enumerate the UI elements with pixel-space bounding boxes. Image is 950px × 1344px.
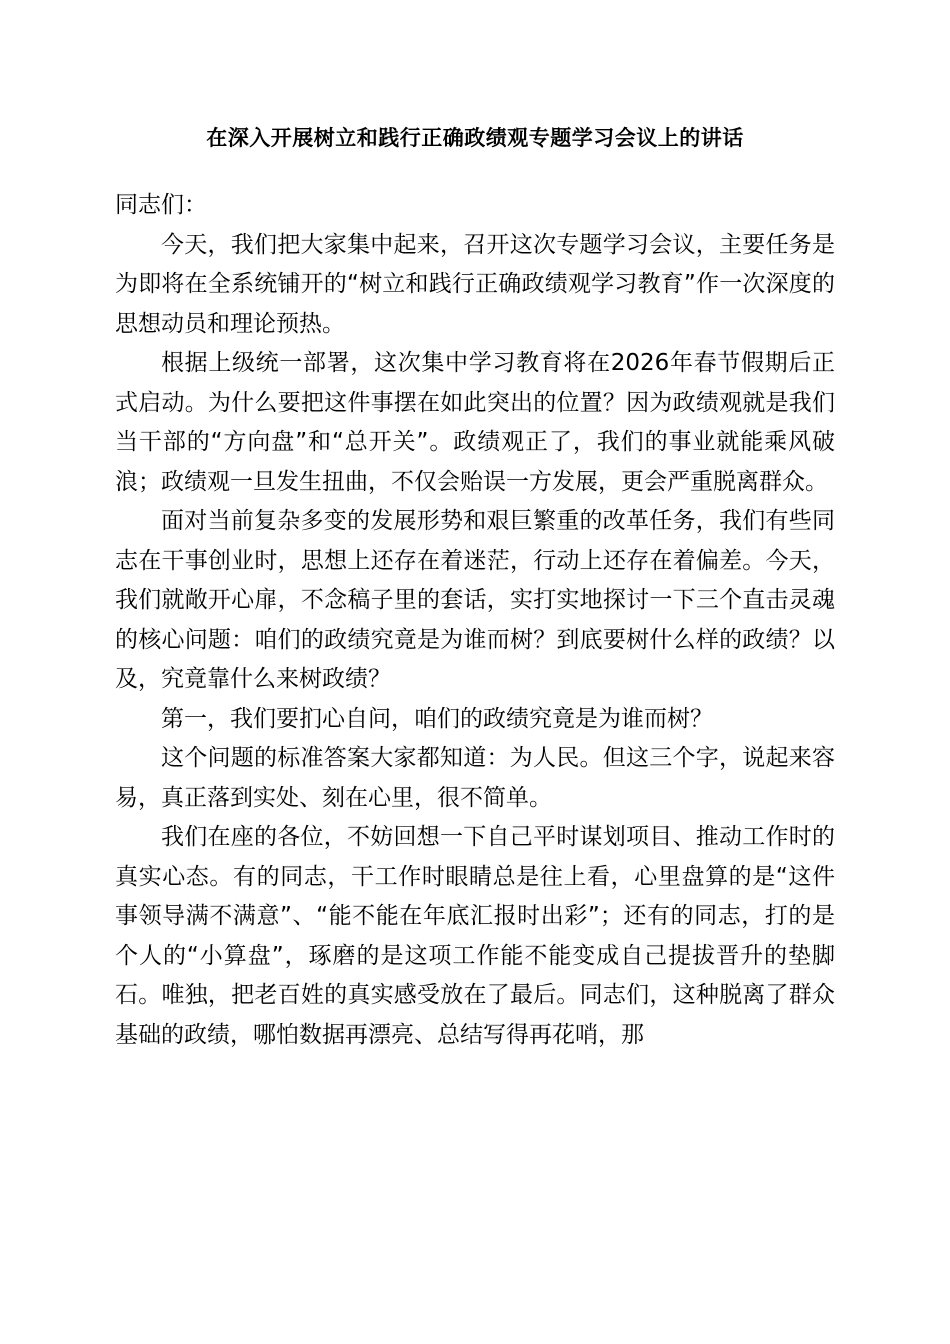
paragraph: 这个问题的标准答案大家都知道：为人民。但这三个字，说起来容易，真正落到实处、刻在心里，很不简单。 [115,745,835,811]
section-heading: 第一，我们要扪心自问，咱们的政绩究竟是为谁而树？ [161,705,713,732]
salutation: 同志们： [115,192,207,218]
document-body [115,186,835,1055]
document-title: 在深入开展树立和践行正确政绩观专题学习会议上的讲话 [206,126,744,150]
paragraph: 今天，我们把大家集中起来，召开这次专题学习会议，主要任务是为即将在全系统铺开的“树立和践行正确政绩观学习教育”作一次深度的思想动员和理论预热。 [115,231,835,337]
paragraph: 我们在座的各位，不妨回想一下自己平时谋划项目、推动工作时的真实心态。有的同志，干工作时眼睛总是往上看，心里盘算的是“这件事领导满不满意”、“能不能在年底汇报时出彩”；还有的同志，打的是个人的“小算盘”，琢磨的是这项工作能不能变成自己提拔晋升的垫脚石。唯独，把老百姓的真实感受放在了最后。同志们，这种脱离了群众基础的政绩，哪怕数据再漂亮、总结写得再花哨，那 [115,824,835,1048]
paragraph: 根据上级统一部署，这次集中学习教育将在2026年春节假期后正式启动。为什么要把这件事摆在如此突出的位置？因为政绩观就是我们当干部的“方向盘”和“总开关”。政绩观正了，我们的事业就能乘风破浪；政绩观一旦发生扭曲，不仅会贻误一方发展，更会严重脱离群众。 [115,350,835,495]
paragraph: 面对当前复杂多变的发展形势和艰巨繁重的改革任务，我们有些同志在干事创业时，思想上还存在着迷茫，行动上还存在着偏差。今天，我们就敞开心扉，不念稿子里的套话，实打实地探讨一下三个直击灵魂的核心问题：咱们的政绩究竟是为谁而树？到底要树什么样的政绩？以及，究竟靠什么来树政绩？ [115,508,835,692]
